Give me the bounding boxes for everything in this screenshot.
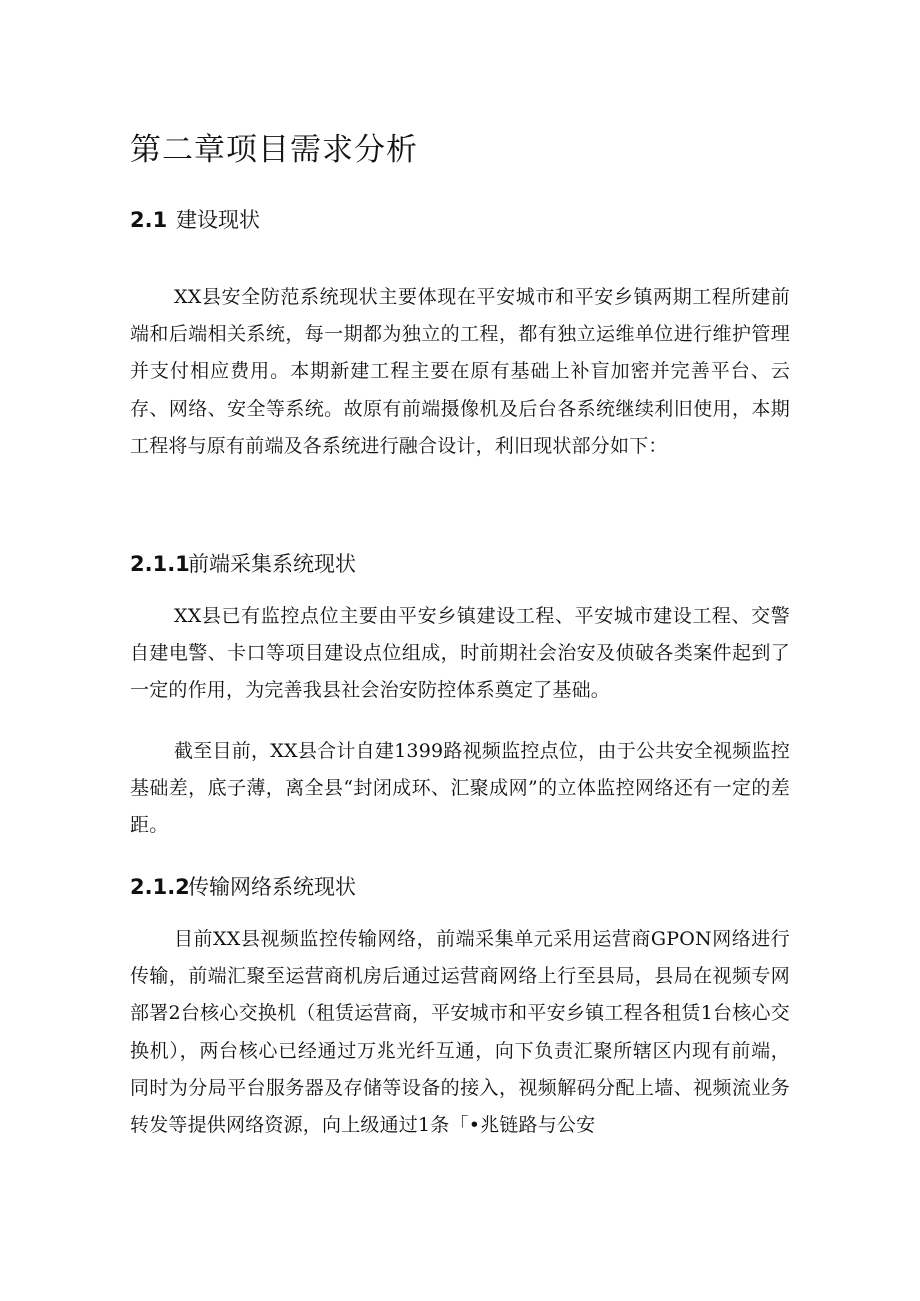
paragraph-monitoring-points: 截至目前，XX县合计自建1399路视频监控点位，由于公共安全视频监控基础差，底子薄，离全县“封闭成环、汇聚成网”的立体监控网络还有一定的差距。 <box>130 740 790 837</box>
section-heading-2-1-1 <box>130 549 356 579</box>
section-heading-2-1-2 <box>130 872 356 902</box>
chapter-title: 第二章项目需求分析 <box>130 132 418 168</box>
paragraph-transmission-network: 目前XX县视频监控传输网络，前端采集单元采用运营商GPON网络进行传输，前端汇聚至运营商机房后通过运营商网络上行至县局，县局在视频专网部署2台核心交换机（租赁运营商，平安城市和平安乡镇工程各租赁1台核心交换机），两台核心已经通过万兆光纤互通，向下负责汇聚所辖区内现有前端，同时为分局平台服务器及存储等设备的接入，视频解码分配上墙、视频流业务转发等提供网络资源，向上级通过1条「•兆链路与公安 <box>130 928 790 1137</box>
section-title: 前端采集系统现状 <box>188 552 356 576</box>
section-number: 2.1 <box>130 208 168 232</box>
section-number: 2.1.2 <box>130 875 190 899</box>
section-title: 传输网络系统现状 <box>188 875 356 899</box>
section-number: 2.1.1 <box>130 552 190 576</box>
paragraph-construction-status: XX县安全防范系统现状主要体现在平安城市和平安乡镇两期工程所建前端和后端相关系统，每一期都为独立的工程，都有独立运维单位进行维护管理并支付相应费用。本期新建工程主要在原有基础上补盲加密并完善平台、云存、网络、安全等系统。故原有前端摄像机及后台各系统继续利旧使用，本期工程将与原有前端及各系统进行融合设计，利旧现状部分如下： <box>130 286 790 457</box>
paragraph-frontend-collection: XX县已有监控点位主要由平安乡镇建设工程、平安城市建设工程、交警自建电警、卡口等项目建设点位组成，时前期社会治安及侦破各类案件起到了一定的作用，为完善我县社会治安防控体系奠定了基础。 <box>130 605 790 702</box>
section-title: 建设现状 <box>176 208 260 232</box>
section-heading-2-1 <box>130 205 260 235</box>
